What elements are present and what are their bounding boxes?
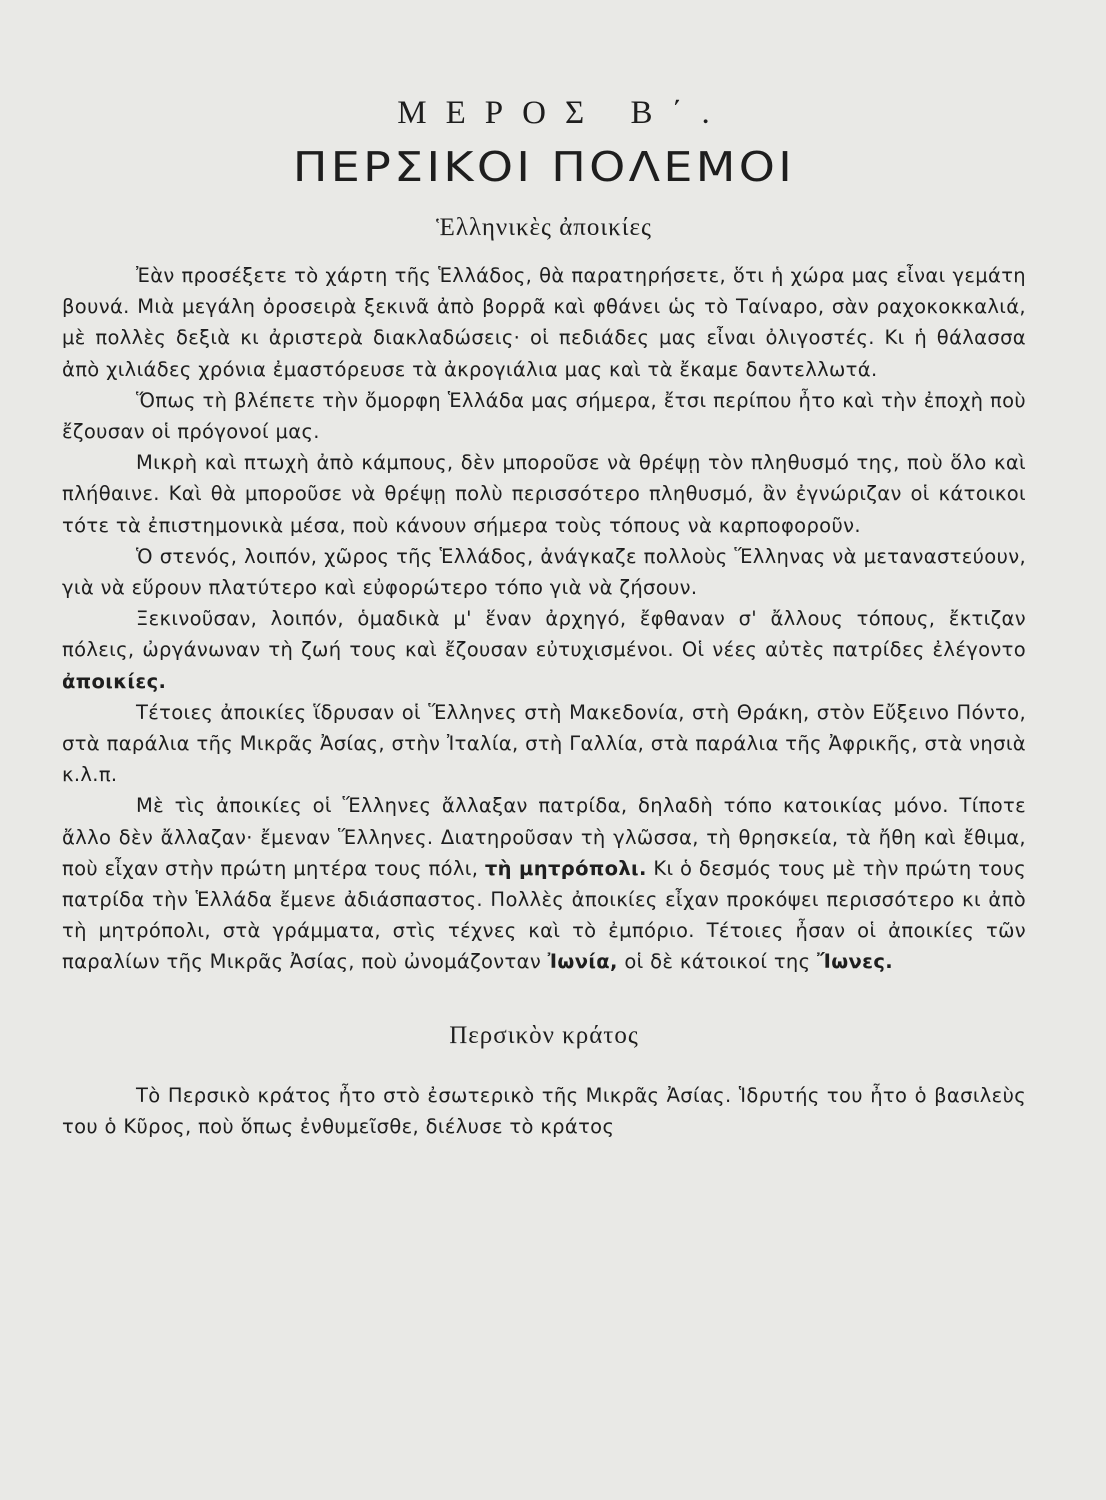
chapter-title: ΠΕΡΣΙΚΟΙ ΠΟΛΕΜΟΙ	[292, 143, 796, 191]
paragraph-7-text-c: οἱ δὲ κάτοικοί της	[617, 950, 817, 974]
paragraph-7	[62, 790, 1026, 977]
paragraph-1: Ἐὰν προσέξετε τὸ χάρτη τῆς Ἑλλάδος, θὰ παρατηρήσετε, ὅτι ἡ χώρα μας εἶναι γεμάτη βουνά. Μιὰ μεγάλη ὀροσειρὰ ξεκινᾶ ἀπὸ βορρᾶ καὶ φθάνει ὡς τὸ Ταίναρο, σὰν ραχοκοκκαλιά, μὲ πολλὲς δεξιὰ κι ἀριστερὰ διακλαδώσεις· οἱ πεδιάδες μας εἶναι ὀλιγοστές. Κι ἡ θάλασσα ἀπὸ χιλιάδες χρόνια ἐμαστόρευσε τὰ ἀκρογιάλια μας καὶ τὰ ἔκαμε δαντελλωτά.	[62, 264, 1026, 381]
section-heading-colonies: Ἑλληνικὲς ἀποικίες	[436, 214, 652, 241]
paragraph-7-bold-ionians: Ἴωνες.	[817, 950, 894, 974]
paragraph-5-bold-term: ἀποικίες.	[62, 669, 167, 693]
paragraph-7-bold-metropolis: τὴ μητρόπολι.	[484, 856, 647, 880]
paragraph-2: Ὅπως τὴ βλέπετε τὴν ὄμορφη Ἑλλάδα μας σήμερα, ἔτσι περίπου ἦτο καὶ τὴν ἐποχὴ ποὺ ἔζουσαν οἱ πρόγονοί μας.	[62, 388, 1026, 444]
paragraph-7-text-a: Μὲ τὶς ἀποικίες οἱ Ἕλληνες ἄλλαξαν πατρίδα, δηλαδὴ τόπο κατοικίας μόνο. Τίποτε ἄλλο δὲν ἄλλαζαν· ἔμεναν Ἕλληνες. Διατηροῦσαν τὴ γλῶσσα, τὴ θρησκεία, τὰ ἤθη καὶ ἔθιμα, ποὺ εἶχαν στὴν πρώτη μητέρα τους πόλι,	[62, 794, 1026, 880]
paragraph-8: Τὸ Περσικὸ κράτος ἦτο στὸ ἐσωτερικὸ τῆς Μικρᾶς Ἀσίας. Ἱδρυτής του ἦτο ὁ βασιλεὺς του ὁ Κῦρος, ποὺ ὅπως ἐνθυμεῖσθε, διέλυσε τὸ κράτος	[62, 1083, 1026, 1138]
book-page	[62, 95, 1026, 1455]
section-heading-persian-state: Περσικὸν κράτος	[449, 1021, 639, 1049]
paragraph-5-text: Ξεκινοῦσαν, λοιπόν, ὁμαδικὰ μ' ἕναν ἀρχηγό, ἔφθαναν σ' ἄλλους τόπους, ἔκτιζαν πόλεις, ὠργάνωναν τὴ ζωή τους καὶ ἔζουσαν εὐτυχισμένοι. Οἱ νέες αὐτὲς πατρίδες ἐλέγοντο	[62, 607, 1026, 662]
paragraph-7-bold-ionia: Ἰωνία,	[547, 950, 618, 974]
paragraph-7-text-b: Κι ὁ δεσμός τους μὲ τὴν πρώτη τους πατρίδα τὴν Ἑλλάδα ἔμενε ἀδιάσπαστος. Πολλὲς ἀποικίες εἶχαν προκόψει περισσότερο κι ἀπὸ τὴ μητρόπολι, στὰ γράμματα, στὶς τέχνες καὶ τὸ ἐμπόριο. Τέτοιες ἦσαν οἱ ἀποικίες τῶν παραλίων τῆς Μικρᾶς Ἀσίας, ποὺ ὠνομάζονταν	[62, 856, 1026, 974]
paragraph-5	[62, 603, 1026, 697]
paragraph-4: Ὁ στενός, λοιπόν, χῶρος τῆς Ἑλλάδος, ἀνάγκαζε πολλοὺς Ἕλληνας νὰ μεταναστεύουν, γιὰ νὰ εὕρουν πλατύτερο καὶ εὐφορώτερο τόπο γιὰ νὰ ζήσουν.	[62, 544, 1026, 600]
paragraph-6: Τέτοιες ἀποικίες ἵδρυσαν οἱ Ἕλληνες στὴ Μακεδονία, στὴ Θράκη, στὸν Εὔξεινο Πόντο, στὰ παράλια τῆς Μικρᾶς Ἀσίας, στὴν Ἰταλία, στὴ Γαλλία, στὰ παράλια τῆς Ἀφρικῆς, στὰ νησιὰ κ.λ.π.	[62, 700, 1026, 787]
paragraph-3: Μικρὴ καὶ πτωχὴ ἀπὸ κάμπους, δὲν μποροῦσε νὰ θρέψῃ τὸν πληθυσμό της, ποὺ ὅλο καὶ πλήθαινε. Καὶ θὰ μποροῦσε νὰ θρέψῃ πολὺ περισσότερο πληθυσμό, ἂν ἐγνώριζαν οἱ κάτοικοι τότε τὰ ἐπιστημονικὰ μέσα, ποὺ κάνουν σήμερα τοὺς τόπους νὰ καρποφοροῦν.	[62, 451, 1026, 537]
part-label: ΜΕΡΟΣ Β΄.	[397, 95, 729, 131]
